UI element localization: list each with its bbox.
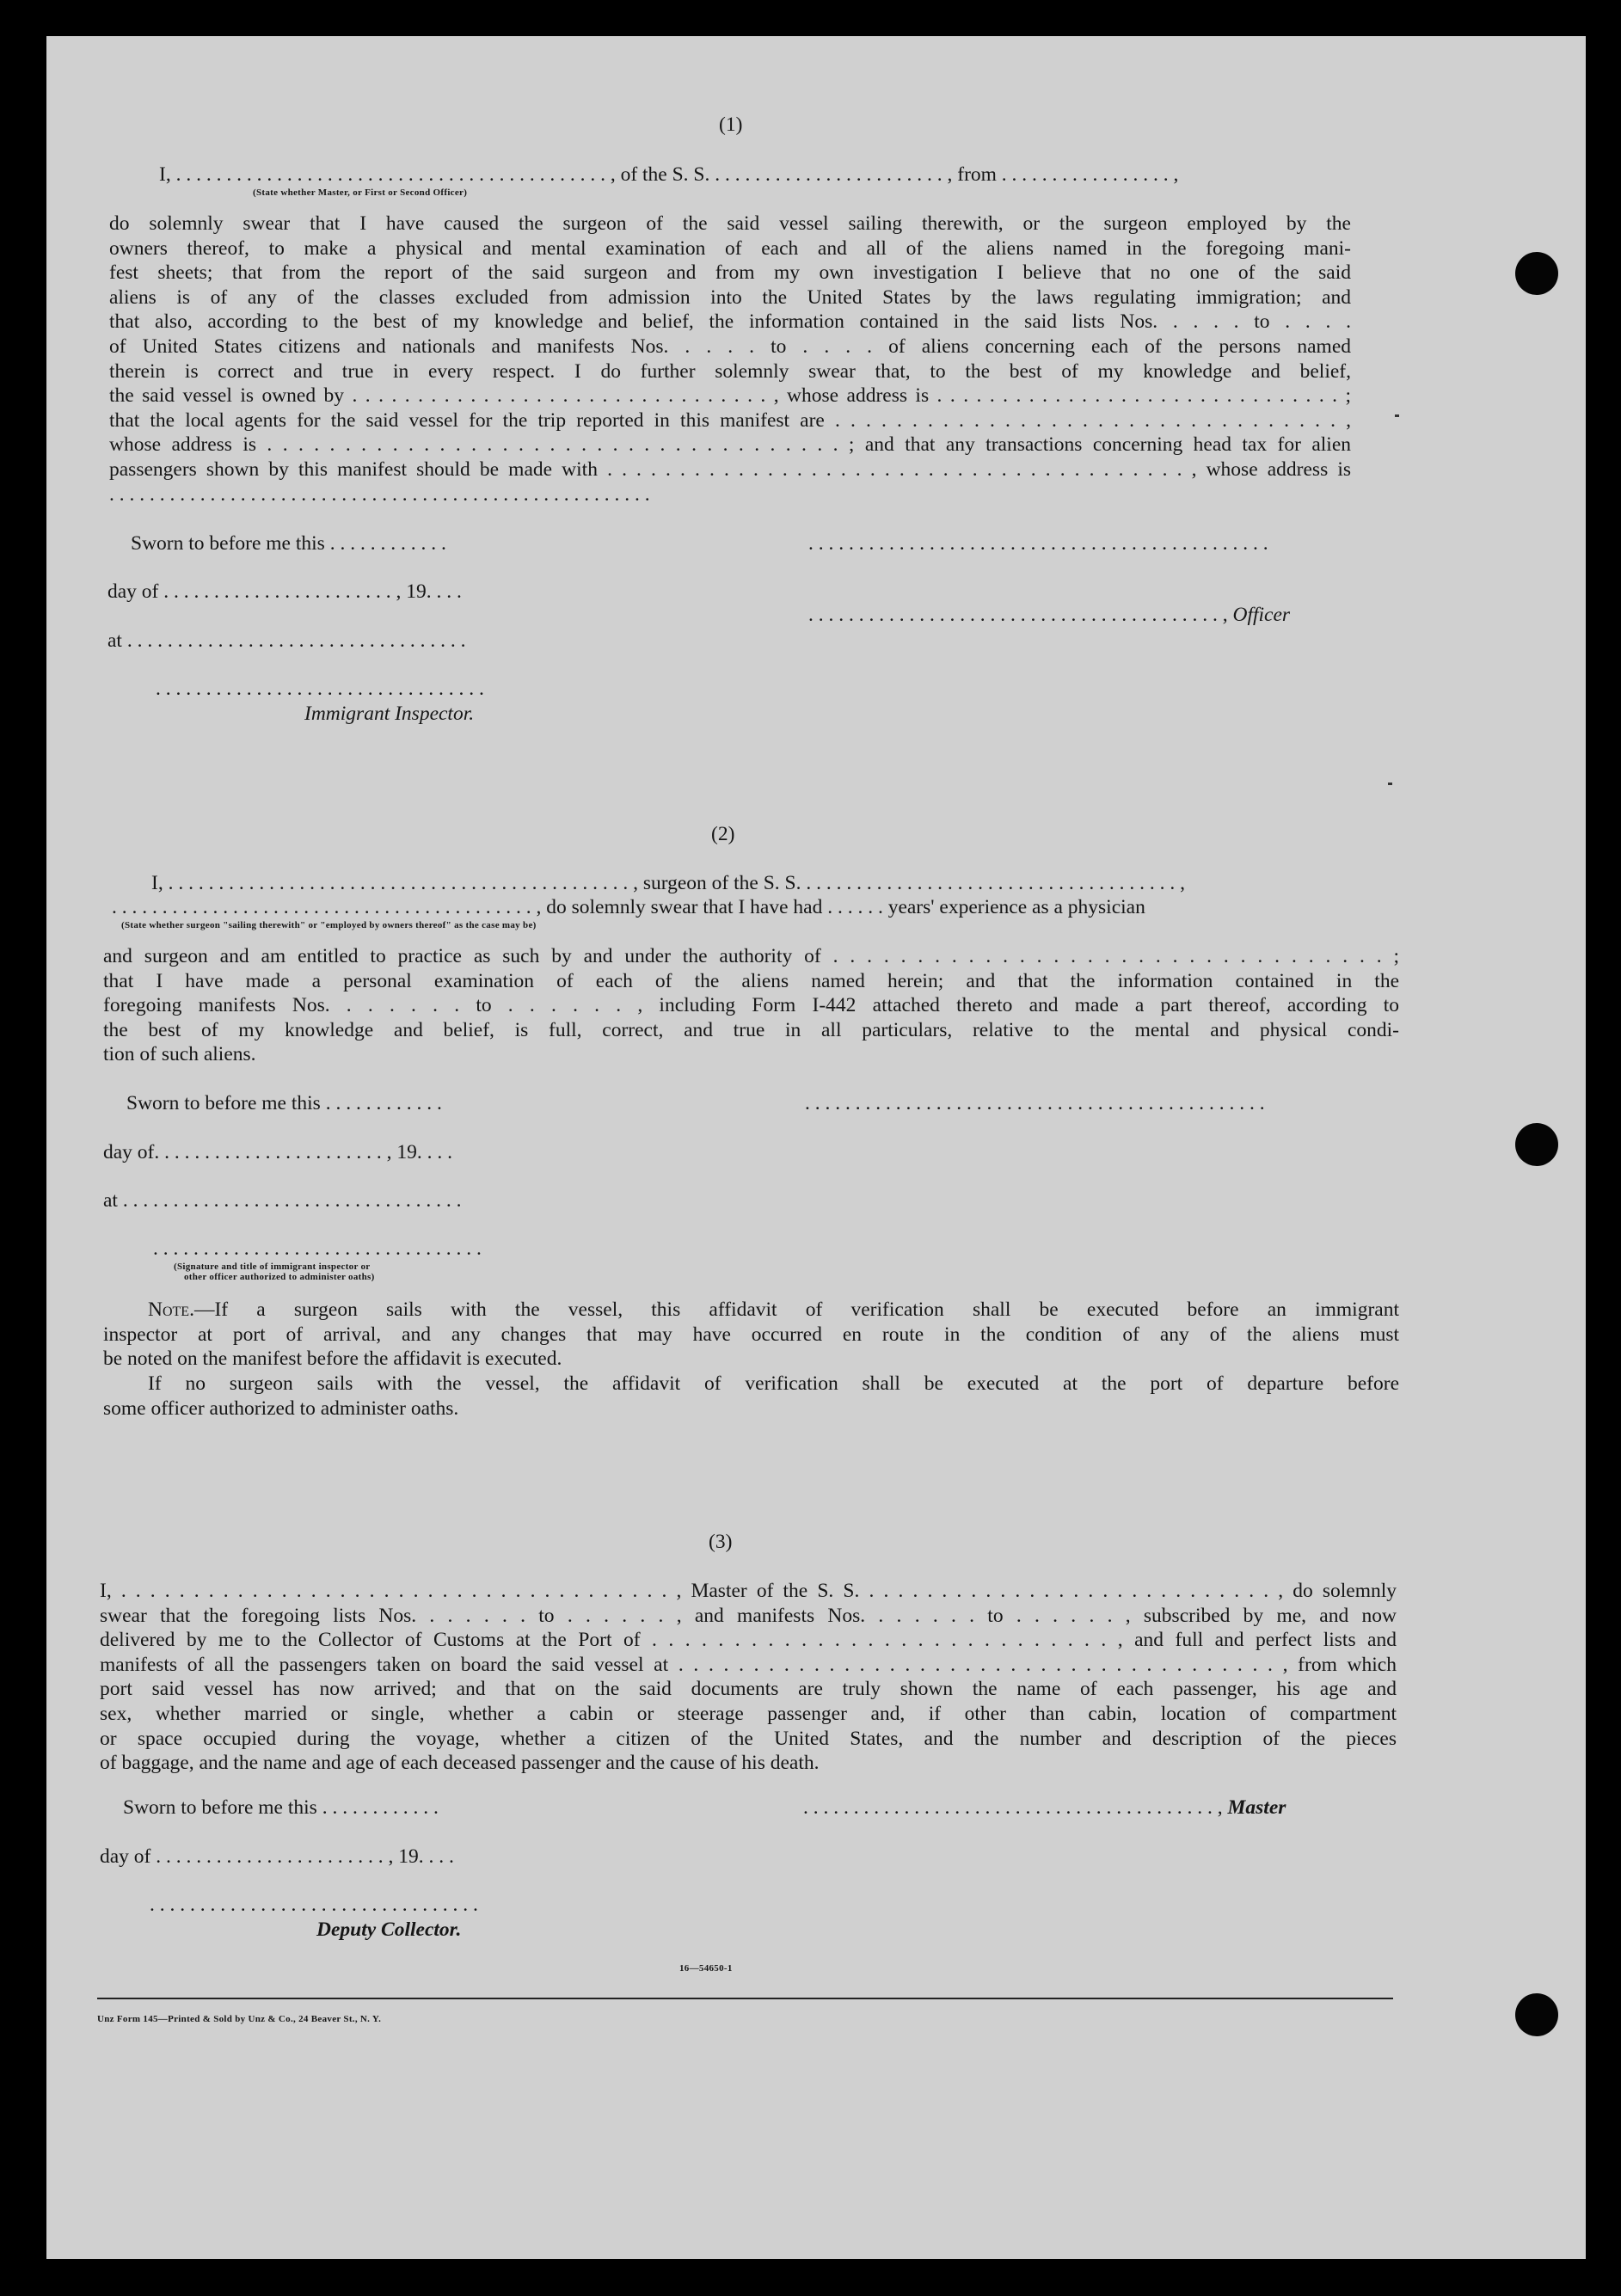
note-paragraph: [103, 1298, 1399, 1372]
text-line: therein is correct and true in every respect. I do further solemnly swear that, to the best of my knowledge and belief,: [109, 359, 1351, 383]
text-line: sex, whether married or single, whether a cabin or steerage passenger and, if other than cabin, location of compartment: [100, 1702, 1397, 1725]
deputy-collector-label: Deputy Collector.: [316, 1918, 462, 1941]
master-dots: . . . . . . . . . . . . . . . . . . . . . . . . . . . . . . . . . . . . . . . . . ,: [803, 1796, 1228, 1819]
section-2-at-line: at . . . . . . . . . . . . . . . . . . . . . . . . . . . . . . . . . .: [103, 1189, 462, 1212]
section-1-day-line: day of . . . . . . . . . . . . . . . . . . . . . . . , 19. . . .: [107, 580, 462, 603]
printer-footer: Unz Form 145—Printed & Sold by Unz & Co., 24 Beaver St., N. Y.: [97, 2014, 382, 2024]
note-lead: Note.: [148, 1298, 194, 1321]
section-1-oath-text: [109, 212, 1351, 506]
footer-rule: [97, 1998, 1393, 1999]
section-3-oath-text: [100, 1579, 1397, 1776]
section-2-day-line: day of. . . . . . . . . . . . . . . . . . . . . . . , 19. . . .: [103, 1141, 453, 1163]
text-line: delivered by me to the Collector of Customs at the Port of . . . . . . . . . . . . . . . . . . . . . . . . . . . . , and full and perfect lists and: [100, 1629, 1397, 1652]
text-line: the best of my knowledge and belief, is full, correct, and true in all particulars, relative to the mental and physical condi-: [103, 1018, 1399, 1041]
section-2-oath-text: [103, 944, 1399, 1067]
text-line: do solemnly swear that I have caused the surgeon of the said vessel sailing therewith, or the surgeon employed by the: [109, 212, 1351, 235]
text-line: that also, according to the best of my knowledge and belief, the information contained in the said lists Nos. . . . . to . . . .: [109, 310, 1351, 334]
text-line: whose address is . . . . . . . . . . . . . . . . . . . . . . . . . . . . . . . . . . . . . ; and that any transactions concerning head tax for alien: [109, 433, 1351, 457]
section-3-number: (3): [709, 1531, 733, 1553]
officer-label: Officer: [1232, 604, 1291, 626]
inspector-signature-dots: . . . . . . . . . . . . . . . . . . . . . . . . . . . . . . . . .: [156, 678, 484, 700]
paper-speck: [1388, 783, 1392, 785]
punch-hole: [1515, 1123, 1558, 1166]
immigrant-inspector-label: Immigrant Inspector.: [304, 703, 475, 725]
text-line: foregoing manifests Nos. . . . . . . to . . . . . . , including Form I-442 attached thereto and made a part thereof, according to: [103, 994, 1399, 1017]
section-1-signature-line: . . . . . . . . . . . . . . . . . . . . . . . . . . . . . . . . . . . . . . . . . . . . . .: [808, 532, 1268, 555]
section-2-signature-dots: . . . . . . . . . . . . . . . . . . . . . . . . . . . . . . . . .: [153, 1237, 482, 1260]
text-line: fest sheets; that from the report of the said surgeon and from my own investigation I believe that no one of the said: [109, 261, 1351, 285]
section-2-number: (2): [711, 823, 735, 845]
section-3-day-line: day of . . . . . . . . . . . . . . . . . . . . . . . , 19. . . .: [100, 1845, 454, 1868]
text-line: and surgeon and am entitled to practice as such by and under the authority of . . . . . . . . . . . . . . . . . . . . . . . . . . . . . . . . . ;: [103, 945, 1399, 967]
text-line: inspector at port of arrival, and any changes that may have occurred en route in the condition of any of the aliens must: [103, 1323, 1399, 1346]
note-paragraph-2: [103, 1372, 1399, 1421]
section-2-sworn-line: Sworn to before me this . . . . . . . . . . . .: [126, 1092, 442, 1114]
master-label: Master: [1227, 1796, 1286, 1819]
section-1-officer-line: [808, 603, 1290, 628]
punch-hole: [1515, 1993, 1558, 2036]
section-2-opening-line: I, . . . . . . . . . . . . . . . . . . . . . . . . . . . . . . . . . . . . . . . . . . . . . . , surgeon of the S. S. . . . . . . . . . . . . . . . . . . . . . . . . . . . . . . . . . . . . . ,: [151, 872, 1185, 894]
section-2-signature-line: . . . . . . . . . . . . . . . . . . . . . . . . . . . . . . . . . . . . . . . . . . . . . .: [805, 1092, 1265, 1114]
text-line: of baggage, and the name and age of each deceased passenger and the cause of his death.: [100, 1752, 820, 1775]
text-line: [103, 1298, 1399, 1323]
text-line: be noted on the manifest before the affidavit is executed.: [103, 1348, 562, 1371]
section-3-sworn-line: Sworn to before me this . . . . . . . . . . . .: [123, 1796, 439, 1819]
signature-note-1: (Signature and title of immigrant inspector or: [174, 1262, 371, 1272]
text-line: I, . . . . . . . . . . . . . . . . . . . . . . . . . . . . . . . . . . . . . . , Master of the S. S. . . . . . . . . . . . . . . . . . . . . . . . . . . . . , do solemnly: [100, 1580, 1397, 1602]
section-1-opening-line: I, . . . . . . . . . . . . . . . . . . . . . . . . . . . . . . . . . . . . . . . . . . . , of the S. S. . . . . . . . . . . . . . . . . . . . . . . . , from . . . . . . . . . . . . . . . . . ,: [159, 163, 1179, 186]
note-text: —If a surgeon sails with the vessel, this affidavit of verification shall be executed before an immigrant: [193, 1298, 1399, 1321]
section-3-master-line: [803, 1796, 1286, 1820]
section-1-sworn-line: Sworn to before me this . . . . . . . . . . . .: [131, 532, 446, 555]
text-line: some officer authorized to administer oaths.: [103, 1397, 459, 1420]
deputy-signature-dots: . . . . . . . . . . . . . . . . . . . . . . . . . . . . . . . . .: [150, 1894, 478, 1916]
paper-speck: [1395, 414, 1399, 417]
text-line: manifests of all the passengers taken on board the said vessel at . . . . . . . . . . . . . . . . . . . . . . . . . . . . . . . . . . . . . . . . , from which: [100, 1653, 1397, 1676]
text-line: that I have made a personal examination of each of the aliens named herein; and that the information contained in the: [103, 969, 1399, 992]
text-line: of United States citizens and nationals and manifests Nos. . . . . to . . . . of aliens concerning each of the persons named: [109, 335, 1351, 358]
form-page: [46, 36, 1586, 2259]
text-line: . . . . . . . . . . . . . . . . . . . . . . . . . . . . . . . . . . . . . . . . . . . . . . . . . . . . . .: [109, 482, 650, 506]
surgeon-note: (State whether surgeon "sailing therewith" or "employed by owners thereof" as the case may be): [121, 920, 537, 930]
text-line: passengers shown by this manifest should be made with . . . . . . . . . . . . . . . . . . . . . . . . . . . . . . . . . . . . . . . . , whose address is: [109, 457, 1351, 481]
officer-dots: . . . . . . . . . . . . . . . . . . . . . . . . . . . . . . . . . . . . . . . . . ,: [808, 604, 1233, 626]
text-line: swear that the foregoing lists Nos. . . . . . . to . . . . . . , and manifests Nos. . . . . . . to . . . . . . , subscribed by me, and now: [100, 1604, 1397, 1627]
text-line: or space occupied during the voyage, whether a citizen of the United States, and the number and description of the pieces: [100, 1727, 1397, 1750]
text-line: aliens is of any of the classes excluded from admission into the United States by the laws regulating immigration; and: [109, 285, 1351, 309]
text-line: that the local agents for the said vessel for the trip reported in this manifest are . . . . . . . . . . . . . . . . . . . . . . . . . . . . . . . . . ,: [109, 408, 1351, 432]
form-number: 16—54650-1: [679, 1963, 733, 1974]
section-1-at-line: at . . . . . . . . . . . . . . . . . . . . . . . . . . . . . . . . . .: [107, 629, 466, 652]
master-note: (State whether Master, or First or Second Officer): [253, 187, 468, 198]
text-line: owners thereof, to make a physical and mental examination of each and all of the aliens named in the foregoing mani-: [109, 236, 1351, 260]
text-line: port said vessel has now arrived; and that on the said documents are truly shown the name of each passenger, his age and: [100, 1678, 1397, 1701]
section-1-number: (1): [719, 114, 743, 136]
signature-note-2: other officer authorized to administer oaths): [184, 1272, 375, 1282]
section-2-swear-line: . . . . . . . . . . . . . . . . . . . . . . . . . . . . . . . . . . . . . . . . . . , do solemnly swear that I have had . . . . . . years' experience as a physician: [112, 896, 1145, 918]
text-line: If no surgeon sails with the vessel, the affidavit of verification shall be executed at the port of departure before: [148, 1372, 1399, 1395]
text-line: tion of such aliens.: [103, 1043, 256, 1066]
text-line: the said vessel is owned by . . . . . . . . . . . . . . . . . . . . . . . . . . . . . . . . , whose address is . . . . . . . . . . . . . . . . . . . . . . . . . . . . . . . ;: [109, 384, 1351, 408]
punch-hole: [1515, 252, 1558, 295]
